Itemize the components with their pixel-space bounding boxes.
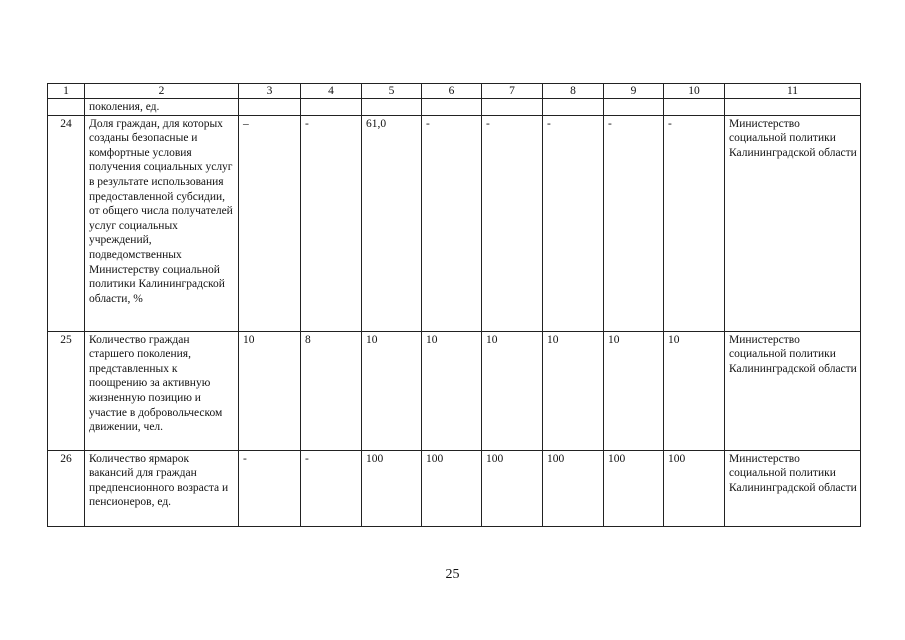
value-cell: 10: [239, 331, 301, 450]
table-cell: [664, 99, 725, 116]
value-cell: -: [482, 115, 543, 331]
indicator-name: Количество ярмарок вакансий для граждан предпенсионного возраста и пенсионеров, ед.: [85, 450, 239, 526]
value-cell: -: [301, 450, 362, 526]
table-cell: поколения, ед.: [85, 99, 239, 116]
table-cell: [725, 99, 861, 116]
column-header: 6: [422, 84, 482, 99]
table-cell: [422, 99, 482, 116]
value-cell: -: [422, 115, 482, 331]
value-cell: 100: [482, 450, 543, 526]
column-header: 10: [664, 84, 725, 99]
responsible-executor: Министерство социальной политики Калининградской области: [725, 450, 861, 526]
indicator-name: Доля граждан, для которых созданы безопасные и комфортные условия получения социальных услуг в результате использования предоставленной субсидии, от общего числа получателей услуг социальных учреждений, подведомственных Министерству социальной политики Калининградской области, %: [85, 115, 239, 331]
column-header: 9: [604, 84, 664, 99]
table-cell: [301, 99, 362, 116]
table-cell: [239, 99, 301, 116]
value-cell: 100: [664, 450, 725, 526]
column-header: 11: [725, 84, 861, 99]
column-header: 1: [48, 84, 85, 99]
column-number-row: [48, 84, 861, 99]
value-cell: 61,0: [362, 115, 422, 331]
column-header: 4: [301, 84, 362, 99]
value-cell: -: [301, 115, 362, 331]
page-number: 25: [445, 567, 460, 582]
value-cell: –: [239, 115, 301, 331]
value-cell: -: [604, 115, 664, 331]
value-cell: 8: [301, 331, 362, 450]
row-number: 24: [48, 115, 85, 331]
table-row: [48, 450, 861, 526]
row-number: 25: [48, 331, 85, 450]
value-cell: 100: [543, 450, 604, 526]
column-header: 3: [239, 84, 301, 99]
table-cell: [482, 99, 543, 116]
value-cell: 100: [362, 450, 422, 526]
column-header: 2: [85, 84, 239, 99]
table-cell: [604, 99, 664, 116]
column-header: 8: [543, 84, 604, 99]
value-cell: 100: [422, 450, 482, 526]
responsible-executor: Министерство социальной политики Калининградской области: [725, 115, 861, 331]
value-cell: 10: [604, 331, 664, 450]
indicators-table: [47, 83, 861, 527]
indicator-name: Количество граждан старшего поколения, представленных к поощрению за активную жизненную позицию и участие в добровольческом движении, чел.: [85, 331, 239, 450]
value-cell: 10: [362, 331, 422, 450]
value-cell: -: [239, 450, 301, 526]
table-cell: [362, 99, 422, 116]
value-cell: -: [543, 115, 604, 331]
value-cell: -: [664, 115, 725, 331]
table-row: [48, 331, 861, 450]
value-cell: 10: [482, 331, 543, 450]
table-cell: [48, 99, 85, 116]
value-cell: 10: [543, 331, 604, 450]
continuation-row: [48, 99, 861, 116]
responsible-executor: Министерство социальной политики Калининградской области: [725, 331, 861, 450]
value-cell: 100: [604, 450, 664, 526]
table-row: [48, 115, 861, 331]
column-header: 5: [362, 84, 422, 99]
value-cell: 10: [422, 331, 482, 450]
row-number: 26: [48, 450, 85, 526]
value-cell: 10: [664, 331, 725, 450]
column-header: 7: [482, 84, 543, 99]
table-cell: [543, 99, 604, 116]
